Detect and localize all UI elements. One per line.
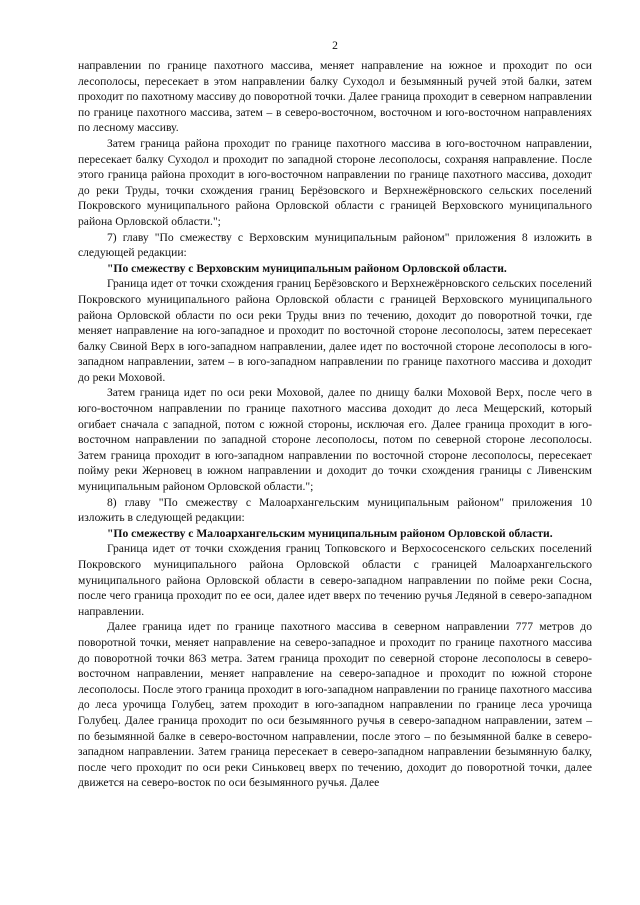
document-body: [78, 58, 592, 791]
page-number: 2: [332, 39, 338, 52]
paragraph: Затем граница идет по оси реки Моховой, далее по днищу балки Моховой Верх, после чего в юго-восточном направлении по границе пахотного массива доходит до леса Мещерский, который огибает сначала с западной, потом с южной стороны, исключая его. Далее граница проходит в юго-восточном направлении по западной стороне лесополосы, потом по северной стороне лесополосы. Затем граница проходит в юго-западном направлении по восточной стороне лесополосы, пересекает пойму реки Жерновец в южном направлении и доходит до точки схождения границы с Ливенским муниципальным районом Орловской области.";: [78, 386, 592, 494]
paragraph: Далее граница идет по границе пахотного массива в северном направлении 777 метров до поворотной точки, меняет направление на северо-западное и проходит по границе пахотного массива до поворотной точки 863 метра. Затем граница проходит по северной стороне лесополосы в северо-восточном направлении, меняет направление на северо-западное и проходит по южной стороне лесополосы. После этого граница проходит в юго-западном направлении по границе пахотного массива до леса урочища Голубец, затем проходит в юго-западном направлении по границе леса урочища Голубец. Далее граница проходит по оси безымянного ручья в северо-западном направлении, затем – по безымянной балке в северо-восточном направлении, после этого – по безымянной балке в северо-западном направлении. Затем граница пересекает в северо-западном направлении безымянную балку, после чего проходит по оси реки Синьковец вверх по течению, доходит до поворотной точки, далее движется на северо-восток по оси безымянного ручья. Далее: [78, 620, 592, 790]
paragraph: 8) главу "По смежеству с Малоархангельским муниципальным районом" приложения 10 изложить в следующей редакции:: [78, 495, 592, 525]
section-heading: "По смежеству с Малоархангельским муниципальным районом Орловской области.: [107, 526, 553, 540]
paragraph: Граница идет от точки схождения границ Берёзовского и Верхнежёрновского сельских поселений Покровского муниципального района Орловской области с границей Верховского муниципального района Орловской области по оси реки Труды вниз по течению, доходит до поворотной точки, где меняет направление на юго-западное и проходит по восточной стороне лесополосы, затем пересекает балку Свиной Верх в юго-западном направлении, далее идет по восточной стороне лесополосы в юго-западном направлении, затем – в юго-западном направлении по границе пахотного массива и доходит до реки Моховой.: [78, 277, 592, 384]
paragraph: 7) главу "По смежеству с Верховским муниципальным районом" приложения 8 изложить в следующей редакции:: [78, 230, 592, 260]
document-page: [78, 0, 592, 905]
paragraph: направлении по границе пахотного массива, меняет направление на южное и проходит по оси лесополосы, пересекает в этом направлении балку Суходол и безымянный ручей этой балки, затем проходит по пахотному массиву до поворотной точки. Далее граница проходит в северном направлении по границе пахотного массива, затем – в северо-восточном, восточном и юго-восточном направлениях по лесному массиву.: [78, 59, 592, 135]
paragraph: Затем граница района проходит по границе пахотного массива в юго-восточном направлении, пересекает балку Суходол и проходит по западной стороне лесополосы, сохраняя направление. После этого граница района проходит в юго-восточном направлении по границе пахотного массива, доходит до реки Труды, точки схождения границ Берёзовского и Верхнежёрновского сельских поселений Покровского муниципального района Орловской области с границей Верховского муниципального района Орловской области.";: [78, 136, 592, 228]
paragraph: Граница идет от точки схождения границ Топковского и Верхососенского сельских поселений Покровского муниципального района Орловской области с границей Малоархангельского муниципального района Орловской области в северо-западном направлении по пойме реки Сосна, после чего граница проходит по ее оси, далее идет вверх по течению ручья Ледяной в северо-западном направлении.: [78, 542, 592, 618]
section-heading: "По смежеству с Верховским муниципальным районом Орловской области.: [107, 261, 507, 275]
